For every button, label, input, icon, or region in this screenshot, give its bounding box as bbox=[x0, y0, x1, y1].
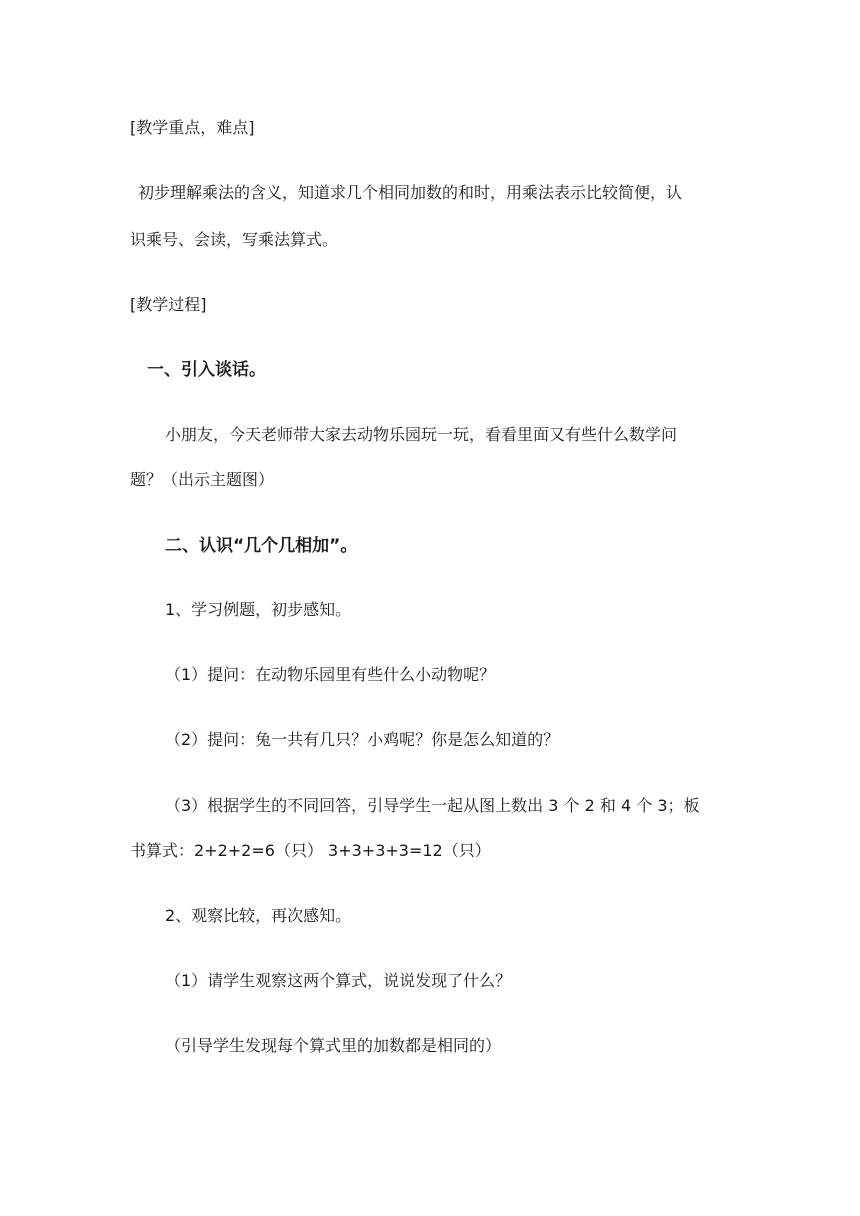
step-1-title: 1、学习例题，初步感知。 bbox=[165, 600, 352, 619]
section-1-text-line-1: 小朋友，今天老师带大家去动物乐园玩一玩，看看里面又有些什么数学问 bbox=[165, 425, 678, 444]
key-points-label: [教学重点，难点] bbox=[130, 118, 255, 137]
key-points-text-line-1: 初步理解乘法的含义，知道求几个相同加数的和时，用乘法表示比较简便，认 bbox=[138, 183, 683, 202]
section-2-heading: 二、认识“几个几相加”。 bbox=[165, 536, 358, 556]
step-1-question-3-line-1: （3）根据学生的不同回答，引导学生一起从图上数出 3 个 2 和 4 个 3；板 bbox=[165, 796, 700, 815]
step-1-question-1: （1）提问：在动物乐园里有些什么小动物呢？ bbox=[165, 665, 496, 684]
step-1-question-3-line-2: 书算式：2+2+2=6（只） 3+3+3+3=12（只） bbox=[130, 841, 491, 860]
step-2-note: （引导学生发现每个算式里的加数都是相同的） bbox=[165, 1036, 502, 1055]
step-2-title: 2、观察比较，再次感知。 bbox=[165, 906, 352, 925]
section-1-text-line-2: 题？（出示主题图） bbox=[130, 470, 275, 489]
process-label: [教学过程] bbox=[130, 295, 207, 314]
step-2-question-1: （1）请学生观察这两个算式，说说发现了什么？ bbox=[165, 971, 512, 990]
step-1-question-2: （2）提问：兔一共有几只？小鸡呢？你是怎么知道的？ bbox=[165, 730, 560, 749]
key-points-text-line-2: 识乘号、会读，写乘法算式。 bbox=[130, 230, 339, 249]
section-1-heading: 一、引入谈话。 bbox=[147, 360, 266, 380]
